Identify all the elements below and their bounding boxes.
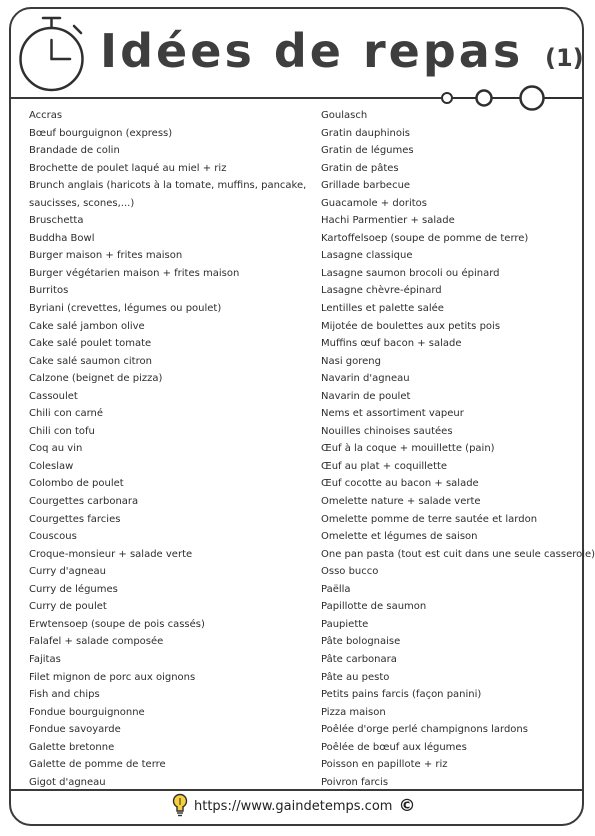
meal-item: Byriani (crevettes, légumes ou poulet) — [29, 303, 222, 315]
meal-item: Chili con carné — [29, 408, 104, 420]
meal-item: Bœuf bourguignon (express) — [29, 127, 173, 139]
meal-item: Œuf cocotte au bacon + salade — [321, 478, 479, 490]
meal-item: Cassoulet — [29, 390, 78, 402]
meal-item: Brandade de colin — [29, 145, 120, 157]
meal-item: Gratin dauphinois — [321, 127, 410, 139]
meal-item: Courgettes farcies — [29, 513, 121, 525]
page-title: Idées de repas — [100, 24, 524, 78]
meal-item: Pâte au pesto — [321, 671, 390, 683]
meal-item: Fajitas — [29, 653, 61, 665]
meal-item: Coq au vin — [29, 443, 83, 455]
meal-item: Buddha Bowl — [29, 232, 95, 244]
meal-item: Bruschetta — [29, 215, 84, 227]
meal-item: Pâte bolognaise — [321, 636, 401, 648]
meal-item: Poisson en papillote + riz — [321, 759, 448, 771]
meal-item: Curry de poulet — [29, 601, 107, 613]
meal-item: Navarin de poulet — [321, 390, 411, 402]
meal-item: Cake salé jambon olive — [29, 320, 145, 332]
footer — [172, 792, 415, 820]
meal-item: Mijotée de boulettes aux petits pois — [321, 320, 501, 332]
meal-item: Brochette de poulet laqué au miel + riz — [29, 162, 227, 174]
footer-divider — [11, 789, 582, 791]
meal-item: Falafel + salade composée — [29, 636, 164, 648]
meal-item: Gratin de légumes — [321, 145, 414, 157]
meal-item: Poivron farcis — [321, 776, 389, 788]
meal-item: Œuf au plat + coquillette — [321, 460, 448, 472]
meal-item: Lasagne classique — [321, 250, 413, 262]
header-divider — [11, 97, 441, 99]
meal-item: Omelette nature + salade verte — [321, 496, 481, 508]
meal-item: Kartoffelsoep (soupe de pomme de terre) — [321, 232, 529, 244]
meal-item: Croque-monsieur + salade verte — [29, 548, 193, 560]
meal-item: Nasi goreng — [321, 355, 381, 367]
meal-item: Hachi Parmentier + salade — [321, 215, 455, 227]
meal-item: Cake salé saumon citron — [29, 355, 152, 367]
meal-list-right — [321, 107, 595, 791]
meal-item: Papillotte de saumon — [321, 601, 427, 613]
meal-item: Galette de pomme de terre — [29, 759, 166, 771]
meal-item: Nouilles chinoises sautées — [321, 425, 453, 437]
meal-list-left — [29, 107, 309, 791]
meal-item: Curry de légumes — [29, 583, 118, 595]
meal-item: Omelette et légumes de saison — [321, 531, 478, 543]
meal-item: Pizza maison — [321, 706, 386, 718]
meal-item: Curry d'agneau — [29, 566, 106, 578]
meal-item: Grillade barbecue — [321, 180, 411, 192]
meal-item: Fondue bourguignonne — [29, 706, 145, 718]
meal-item: Muffins œuf bacon + salade — [321, 338, 462, 350]
meal-item: Poêlée de bœuf aux légumes — [321, 741, 467, 753]
meal-item: Burger maison + frites maison — [29, 250, 183, 262]
meal-item: Filet mignon de porc aux oignons — [29, 671, 196, 683]
meal-item: Gigot d'agneau — [29, 776, 106, 788]
meal-item: Guacamole + doritos — [321, 197, 427, 209]
meal-item: Courgettes carbonara — [29, 496, 139, 508]
meal-item: Chili con tofu — [29, 425, 95, 437]
meal-item: Paupiette — [321, 618, 369, 630]
meal-item: Pâte carbonara — [321, 653, 397, 665]
meal-item: Petits pains farcis (façon panini) — [321, 689, 482, 701]
meal-item: Goulasch — [321, 110, 368, 121]
meal-item: Accras — [29, 110, 63, 121]
meal-item: Lentilles et palette salée — [321, 303, 444, 315]
meal-item: Nems et assortiment vapeur — [321, 408, 464, 420]
meal-item: Burritos — [29, 285, 69, 297]
meal-item: Cake salé poulet tomate — [29, 338, 152, 350]
meal-item: Poêlée d'orge perlé champignons lardons — [321, 724, 528, 736]
meal-item: Galette bretonne — [29, 741, 115, 753]
meal-item: Colombo de poulet — [29, 478, 124, 490]
meal-item: Couscous — [29, 531, 77, 543]
meal-item: Calzone (beignet de pizza) — [29, 373, 163, 385]
meal-item: Fish and chips — [29, 689, 100, 701]
meal-item: One pan pasta (tout est cuit dans une seule casserole) — [321, 548, 595, 560]
meal-item: Omelette pomme de terre sautée et lardon — [321, 513, 538, 525]
page-number: (1) — [545, 44, 584, 72]
meal-item: Brunch anglais (haricots à la tomate, muffins, pancake, saucisses, scones,...) — [29, 180, 307, 209]
copyright-symbol: © — [398, 796, 416, 816]
meal-item: Œuf à la coque + mouillette (pain) — [321, 443, 495, 455]
lightbulb-icon — [172, 793, 188, 819]
meal-item: Lasagne saumon brocoli ou épinard — [321, 267, 500, 279]
meal-item: Navarin d'agneau — [321, 373, 410, 385]
meal-item: Gratin de pâtes — [321, 162, 399, 174]
meal-item: Coleslaw — [29, 460, 74, 472]
meal-item: Burger végétarien maison + frites maison — [29, 267, 240, 279]
stopwatch-icon — [14, 14, 90, 94]
meal-item: Erwtensoep (soupe de pois cassés) — [29, 618, 205, 630]
footer-url[interactable]: https://www.gaindetemps.com — [194, 798, 393, 814]
meal-item: Lasagne chèvre-épinard — [321, 285, 442, 297]
meal-item: Osso bucco — [321, 566, 379, 578]
meal-item: Fondue savoyarde — [29, 724, 121, 736]
meal-item: Paëlla — [321, 583, 351, 595]
